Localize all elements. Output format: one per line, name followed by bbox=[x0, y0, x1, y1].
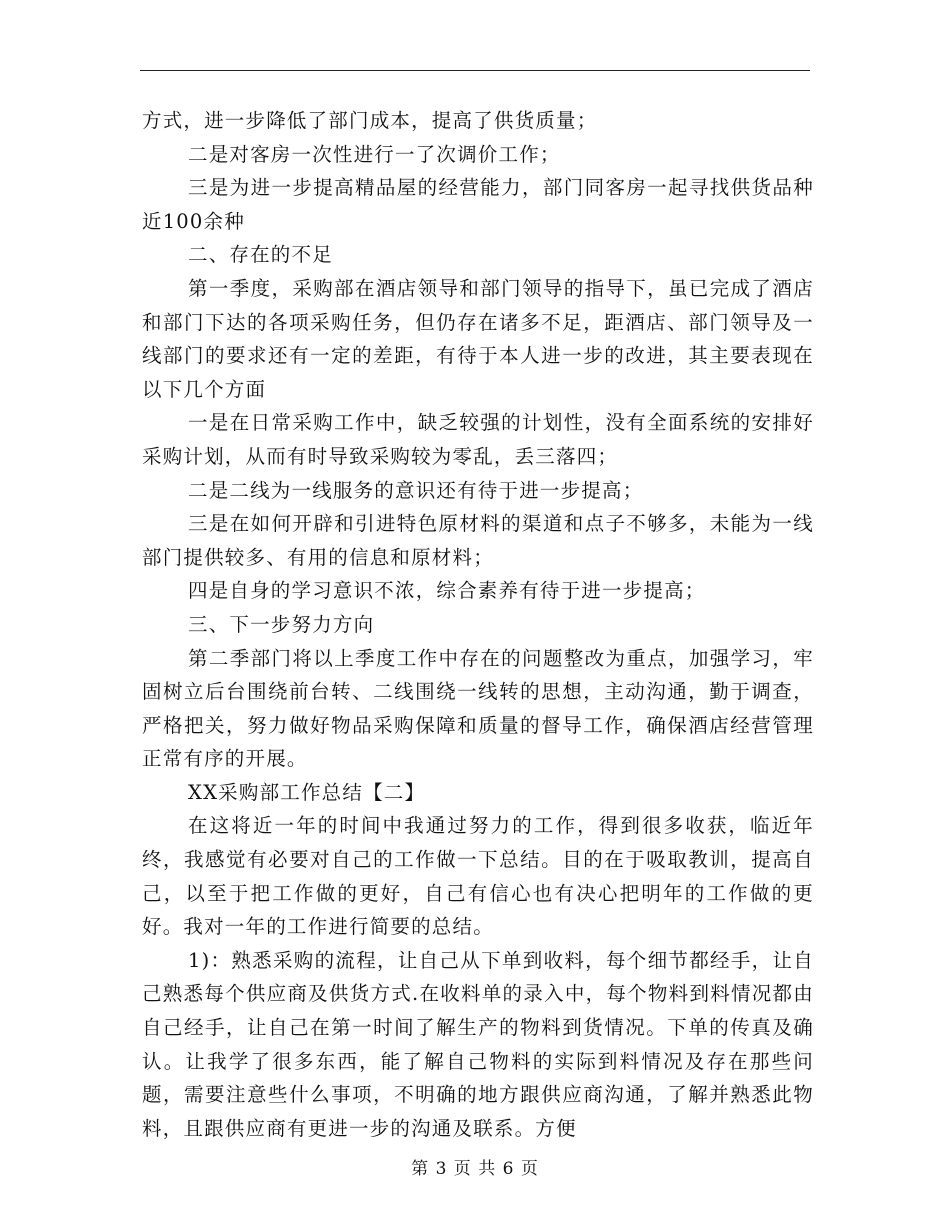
page-number: 第 3 页 共 6 页 bbox=[411, 1159, 539, 1179]
paragraph: 一是在日常采购工作中，缺乏较强的计划性，没有全面系统的安排好采购计划，从而有时导致采购较为零乱，丢三落四； bbox=[142, 411, 814, 468]
header-rule bbox=[140, 70, 810, 71]
paragraph: 在这将近一年的时间中我通过努力的工作，得到很多收获，临近年终，我感觉有必要对自己的工作做一下总结。目的在于吸取教训，提高自己，以至于把工作做的更好，自己有信心也有决心把明年的工作做的更好。我对一年的工作进行简要的总结。 bbox=[142, 814, 814, 939]
section-heading: 二、存在的不足 bbox=[188, 243, 333, 267]
paragraph: 第二季部门将以上季度工作中存在的问题整改为重点，加强学习，牢固树立后台围绕前台转、二线围绕一线转的思想，主动沟通，勤于调查，严格把关，努力做好物品采购保障和质量的督导工作，确保酒店经营管理正常有序的开展。 bbox=[142, 646, 814, 771]
paragraph: 方式，进一步降低了部门成本，提高了供货质量； bbox=[142, 109, 598, 132]
document-body bbox=[142, 104, 814, 1145]
paragraph: 第一季度，采购部在酒店领导和部门领导的指导下，虽已完成了酒店和部门下达的各项采购任务，但仍存在诸多不足，距酒店、部门领导及一线部门的要求还有一定的差距，有待于本人进一步的改进，其主要表现在以下几个方面 bbox=[142, 276, 814, 401]
paragraph: 三是在如何开辟和引进特色原材料的渠道和点子不够多，未能为一线部门提供较多、有用的信息和原材料； bbox=[142, 512, 814, 569]
paragraph: 二是对客房一次性进行一了次调价工作； bbox=[188, 142, 561, 166]
section-heading: 三、下一步努力方向 bbox=[188, 612, 375, 636]
paragraph: 二是二线为一线服务的意识还有待于进一步提高； bbox=[188, 478, 644, 502]
document-subtitle: XX采购部工作总结【二】 bbox=[188, 780, 426, 804]
paragraph: 三是为进一步提高精品屋的经营能力，部门同客房一起寻找供货品种近100余种 bbox=[142, 176, 814, 233]
paragraph: 1)：熟悉采购的流程，让自己从下单到收料，每个细节都经手，让自己熟悉每个供应商及供货方式.在收料单的录入中，每个物料到料情况都由自己经手，让自己在第一时间了解生产的物料到货情况。下单的传真及确认。让我学了很多东西，能了解自己物料的实际到料情况及存在那些问题，需要注意些什么事项，不明确的地方跟供应商沟通，了解并熟悉此物料，且跟供应商有更进一步的沟通及联系。方便 bbox=[142, 948, 814, 1140]
paragraph: 四是自身的学习意识不浓，综合素养有待于进一步提高； bbox=[188, 579, 706, 603]
